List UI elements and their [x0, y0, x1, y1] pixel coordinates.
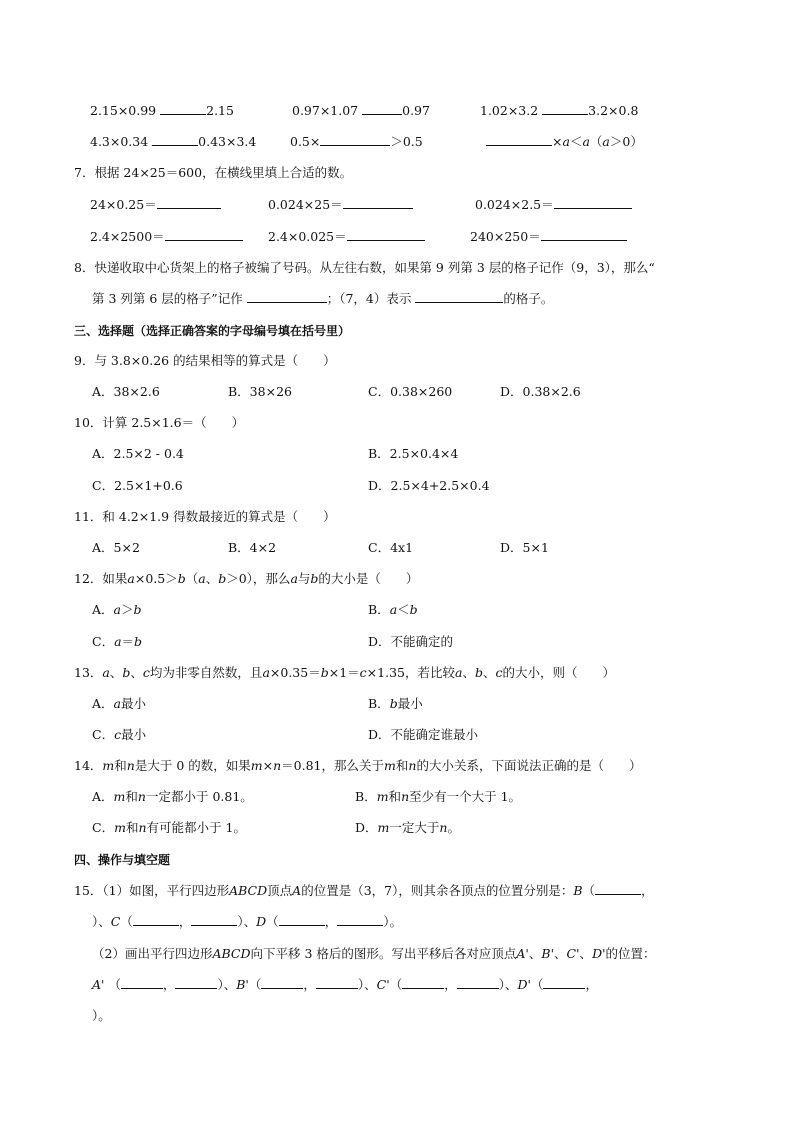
q8-line-1: 8．快递收取中心货架上的格子被编了号码。从左往右数，如果第 9 列第 3 层的格子记作（9，3），那么“	[74, 260, 655, 275]
option-c[interactable]: C．c最小	[92, 727, 147, 742]
q7-item: 0.024×2.5＝	[475, 196, 632, 214]
q6-expr-3: 1.02×3.2 3.2×0.8	[480, 103, 639, 118]
q10-stem: 10．计算 2.5×1.6＝（ ）	[74, 415, 245, 430]
answer-blank[interactable]	[415, 290, 503, 303]
option-c[interactable]: C．0.38×260	[368, 384, 453, 399]
answer-blank[interactable]	[595, 882, 641, 895]
answer-blank[interactable]	[541, 228, 627, 241]
option-b[interactable]: B．b最小	[368, 696, 423, 711]
option-c[interactable]: C．m和n有可能都小于 1。	[92, 820, 246, 835]
answer-blank[interactable]	[343, 196, 413, 209]
answer-blank[interactable]	[121, 976, 163, 989]
answer-blank[interactable]	[175, 976, 217, 989]
section-heading-choice: 三、选择题（选择正确答案的字母编号填在括号里）	[74, 324, 351, 338]
answer-blank[interactable]	[165, 228, 243, 241]
answer-blank[interactable]	[152, 133, 198, 146]
q8-line-2: 第 3 列第 6 层的格子”记作 ；（7，4）表示 的格子。	[92, 291, 554, 306]
answer-blank[interactable]	[457, 976, 499, 989]
q9-stem: 9．与 3.8×0.26 的结果相等的算式是（ ）	[74, 353, 336, 368]
option-c[interactable]: C．2.5×1+0.6	[92, 478, 183, 493]
option-b[interactable]: B．a＜b	[368, 602, 418, 617]
option-d[interactable]: D．不能确定的	[368, 634, 454, 649]
option-c[interactable]: C．4x1	[368, 540, 414, 555]
q7-item: 0.024×25＝	[268, 196, 413, 214]
q15-line-4: A' （ ， ）、B'（ ， ）、C'（ ， ）、D'（ ，	[92, 977, 598, 992]
answer-blank[interactable]	[279, 913, 325, 926]
answer-blank[interactable]	[362, 102, 402, 115]
q6-expr-1: 2.15×0.99 2.15	[90, 103, 234, 118]
answer-blank[interactable]	[542, 102, 588, 115]
q15-line-1: 15．（1）如图，平行四边形ABCD顶点A的位置是（3，7），则其余各顶点的位置分别是：B（ ，	[74, 883, 654, 898]
answer-blank[interactable]	[337, 913, 383, 926]
q7-item: 24×0.25＝	[90, 196, 221, 214]
q6-expr-5: 0.5× ＞0.5	[290, 134, 423, 149]
q15-line-2: ）、C（ ， ）、D（ ， ）。	[92, 914, 402, 929]
q11-stem: 11．和 4.2×1.9 得数最接近的算式是（ ）	[74, 509, 336, 524]
answer-blank[interactable]	[347, 228, 425, 241]
option-a[interactable]: A．2.5×2 - 0.4	[92, 446, 184, 461]
answer-blank[interactable]	[554, 196, 632, 209]
q12-stem: 12．如果a×0.5＞b（a、b＞0），那么a与b的大小是（ ）	[74, 571, 419, 586]
answer-blank[interactable]	[486, 133, 552, 146]
option-d[interactable]: D．m一定大于n。	[355, 820, 460, 835]
q7-item: 2.4×0.025＝	[268, 228, 425, 246]
answer-blank[interactable]	[543, 976, 585, 989]
answer-blank[interactable]	[191, 913, 237, 926]
q13-stem: 13．a、b、c均为非零自然数，且a×0.35＝b×1＝c×1.35，若比较a、b、c的大小，则（ ）	[74, 665, 616, 680]
q6-expr-4: 4.3×0.34 0.43×3.4	[90, 134, 257, 149]
q7-stem: 7．根据 24×25＝600，在横线里填上合适的数。	[74, 165, 353, 180]
q6-expr-6: ×a＜a（a＞0）	[486, 133, 643, 151]
option-d[interactable]: D．不能确定谁最小	[368, 727, 479, 742]
answer-blank[interactable]	[133, 913, 179, 926]
option-c[interactable]: C．a＝b	[92, 634, 143, 649]
q15-line-3: （2）画出平行四边形ABCD向下平移 3 格后的图形。写出平移后各对应顶点A'、B'、C'、D'的位置：	[92, 946, 656, 961]
answer-blank[interactable]	[316, 976, 358, 989]
option-a[interactable]: A．5×2	[92, 540, 140, 555]
answer-blank[interactable]	[320, 133, 390, 146]
answer-blank[interactable]	[402, 976, 444, 989]
option-a[interactable]: A．a最小	[92, 696, 146, 711]
option-d[interactable]: D．0.38×2.6	[500, 384, 581, 399]
option-d[interactable]: D．2.5×4+2.5×0.4	[368, 478, 490, 493]
option-b[interactable]: B．4×2	[228, 540, 277, 555]
q15-line-5: ）。	[92, 1008, 111, 1023]
answer-blank[interactable]	[160, 102, 206, 115]
option-b[interactable]: B．2.5×0.4×4	[368, 446, 459, 461]
q14-stem: 14．m和n是大于 0 的数，如果m×n＝0.81，那么关于m和n的大小关系，下面说法正确的是（ ）	[74, 758, 642, 773]
option-b[interactable]: B．m和n至少有一个大于 1。	[355, 789, 522, 804]
option-a[interactable]: A．38×2.6	[92, 384, 160, 399]
option-b[interactable]: B．38×26	[228, 384, 292, 399]
section-heading-operation: 四、操作与填空题	[74, 853, 171, 867]
option-a[interactable]: A．m和n一定都小于 0.81。	[92, 789, 253, 804]
q6-expr-2: 0.97×1.07 0.97	[292, 103, 430, 118]
q7-item: 240×250＝	[470, 228, 627, 246]
answer-blank[interactable]	[157, 196, 221, 209]
answer-blank[interactable]	[247, 290, 327, 303]
q7-item: 2.4×2500＝	[90, 228, 243, 246]
option-d[interactable]: D．5×1	[500, 540, 549, 555]
option-a[interactable]: A．a＞b	[92, 602, 142, 617]
answer-blank[interactable]	[261, 976, 303, 989]
